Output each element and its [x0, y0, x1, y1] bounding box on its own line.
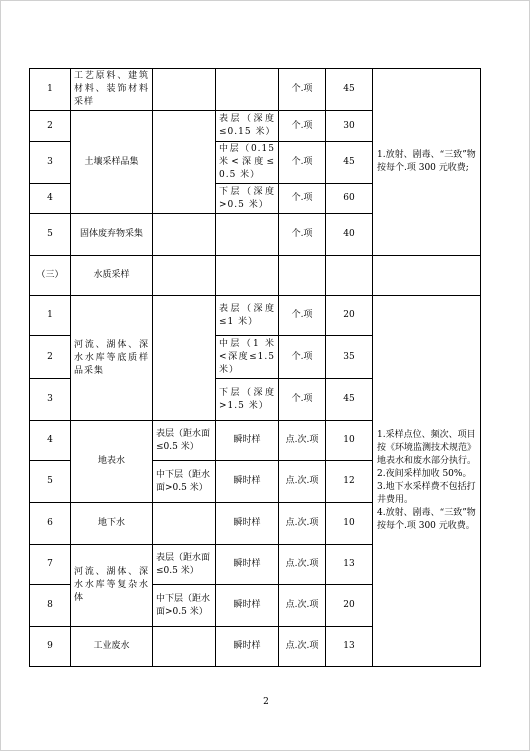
sub-item: 中下层（距水面>0.5 米）	[153, 461, 216, 503]
item-name: 工业废水	[71, 627, 153, 667]
item-name: 固体废弃物采集	[71, 214, 153, 256]
empty-cell	[279, 256, 326, 296]
row-number: 7	[30, 545, 71, 585]
price-cell: 10	[326, 503, 373, 545]
unit-cell: 个.项	[279, 379, 326, 421]
unit-cell: 点.次.项	[279, 421, 326, 461]
unit-cell: 点.次.项	[279, 461, 326, 503]
sub-item: 下层（深度>1.5 米）	[216, 379, 279, 421]
sample-type: 瞬时样	[216, 585, 279, 627]
unit-cell: 点.次.项	[279, 585, 326, 627]
sample-type: 瞬时样	[216, 503, 279, 545]
price-cell: 10	[326, 421, 373, 461]
row-number: 8	[30, 585, 71, 627]
row-number: 4	[30, 421, 71, 461]
row-number: 4	[30, 184, 71, 214]
note-cell: 1.放射、剧毒、“三致”物按每个.项 300 元收费;	[373, 69, 481, 256]
price-cell: 20	[326, 585, 373, 627]
sub-item: 下层（深度>0.5 米）	[216, 184, 279, 214]
page-number: 2	[263, 697, 269, 707]
note-line: 4.放射、剧毒、“三致”物按每个.项 300 元收费。	[377, 508, 476, 531]
price-cell: 45	[326, 379, 373, 421]
empty-cell	[153, 503, 216, 545]
empty-cell	[153, 214, 216, 256]
row-number: 3	[30, 379, 71, 421]
row-number: 9	[30, 627, 71, 667]
row-number: 2	[30, 111, 71, 142]
price-cell: 13	[326, 627, 373, 667]
note-cell	[373, 296, 481, 667]
sub-item: 表层（距水面≤0.5 米）	[153, 545, 216, 585]
unit-cell: 个.项	[279, 184, 326, 214]
price-cell: 45	[326, 142, 373, 184]
empty-cell	[216, 69, 279, 111]
unit-cell: 个.项	[279, 214, 326, 256]
empty-cell	[153, 256, 216, 296]
item-name: 河流、湖体、深水水库等复杂水体	[71, 545, 153, 627]
sub-item: 表层（距水面≤0.5 米）	[153, 421, 216, 461]
empty-cell	[153, 627, 216, 667]
table-row	[30, 296, 481, 336]
sample-type: 瞬时样	[216, 461, 279, 503]
unit-cell: 个.项	[279, 142, 326, 184]
unit-cell: 点.次.项	[279, 545, 326, 585]
fee-table	[29, 68, 481, 667]
note-line: 3.地下水采样费不包括打井费用。	[377, 482, 476, 505]
empty-cell	[216, 256, 279, 296]
item-name: 河流、湖体、深水水库等底质样品采集	[71, 296, 153, 421]
empty-cell	[216, 214, 279, 256]
price-cell: 45	[326, 69, 373, 111]
empty-cell	[153, 69, 216, 111]
item-name: 地表水	[71, 421, 153, 503]
note-line: 1.采样点位、频次、项目按《环境监测技术规范》地表水和废水部分执行。	[377, 430, 477, 466]
empty-cell	[153, 111, 216, 214]
section-row	[30, 256, 481, 296]
empty-cell	[153, 296, 216, 421]
price-cell: 20	[326, 296, 373, 336]
price-cell: 12	[326, 461, 373, 503]
price-cell: 13	[326, 545, 373, 585]
unit-cell: 点.次.项	[279, 627, 326, 667]
empty-cell	[326, 256, 373, 296]
price-cell: 35	[326, 336, 373, 379]
row-number: 1	[30, 69, 71, 111]
unit-cell: 个.项	[279, 296, 326, 336]
unit-cell: 点.次.项	[279, 503, 326, 545]
table-row	[30, 69, 481, 111]
row-number: 6	[30, 503, 71, 545]
price-cell: 30	[326, 111, 373, 142]
unit-cell: 个.项	[279, 111, 326, 142]
sample-type: 瞬时样	[216, 545, 279, 585]
row-number: 5	[30, 214, 71, 256]
row-number: 1	[30, 296, 71, 336]
price-cell: 60	[326, 184, 373, 214]
empty-cell	[373, 256, 481, 296]
sample-type: 瞬时样	[216, 627, 279, 667]
row-number: 5	[30, 461, 71, 503]
item-name: 工艺原料、建筑材料、装饰材料采样	[71, 69, 153, 111]
row-number: 2	[30, 336, 71, 379]
row-number: 3	[30, 142, 71, 184]
sub-item: 表层（深度≤1 米）	[216, 296, 279, 336]
section-number: （三）	[30, 256, 71, 296]
sub-item: 表层（深度≤0.15 米）	[216, 111, 279, 142]
unit-cell: 个.项	[279, 69, 326, 111]
item-name: 地下水	[71, 503, 153, 545]
sub-item: 中层（1 米<深度≤1.5 米）	[216, 336, 279, 379]
section-title: 水质采样	[71, 256, 153, 296]
note-line: 2.夜间采样加收 50%。	[377, 469, 472, 479]
sample-type: 瞬时样	[216, 421, 279, 461]
price-cell: 40	[326, 214, 373, 256]
unit-cell: 个.项	[279, 336, 326, 379]
sub-item: 中层（0.15 米<深度≤0.5 米）	[216, 142, 279, 184]
item-name: 土壤采样品集	[71, 111, 153, 214]
sub-item: 中下层（距水面>0.5 米）	[153, 585, 216, 627]
